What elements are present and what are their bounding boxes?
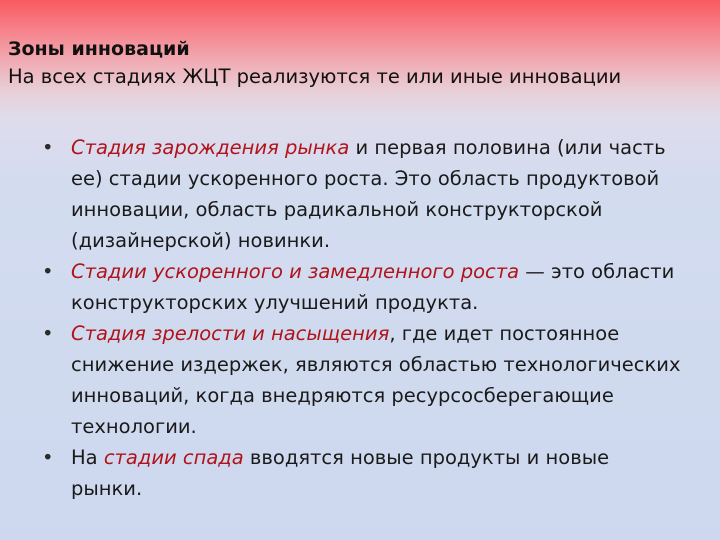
- bullet-item-3: [42, 318, 682, 442]
- bullet-icon: •: [42, 322, 54, 345]
- bullet-highlight: стадии спада: [103, 446, 244, 469]
- bullet-highlight: Стадия зарождения рынка: [71, 136, 350, 159]
- title-subheading: На всех стадиях ЖЦТ реализуются те или иные инновации: [8, 65, 622, 88]
- bullet-highlight: Стадии ускоренного и замедленного роста: [71, 260, 520, 283]
- bullet-text: вводятся новые продукты и новые рынки.: [71, 446, 610, 500]
- bullet-item-2: [42, 256, 682, 318]
- bullet-text: и первая половина (или часть ее) стадии ускоренного роста. Это область продуктовой инновации, область радикальной конструкторской (дизайнерской) новинки.: [71, 136, 666, 252]
- bullet-item-4: [42, 442, 682, 504]
- bullet-icon: •: [42, 136, 54, 159]
- slide-title: [8, 36, 714, 92]
- bullet-text: — это области конструкторских улучшений продукта.: [71, 260, 675, 314]
- bullet-item-1: [42, 132, 682, 256]
- bullet-list: [42, 132, 682, 504]
- title-heading: Зоны инноваций: [8, 38, 190, 60]
- bullet-icon: •: [42, 260, 54, 283]
- bullet-highlight: Стадия зрелости и насыщения: [71, 322, 390, 345]
- bullet-text: , где идет постоянное снижение издержек, являются областью технологических инноваций, когда внедряются ресурсосберегающие технологии.: [71, 322, 681, 438]
- bullet-prefix: На: [71, 446, 104, 469]
- bullet-icon: •: [42, 446, 54, 469]
